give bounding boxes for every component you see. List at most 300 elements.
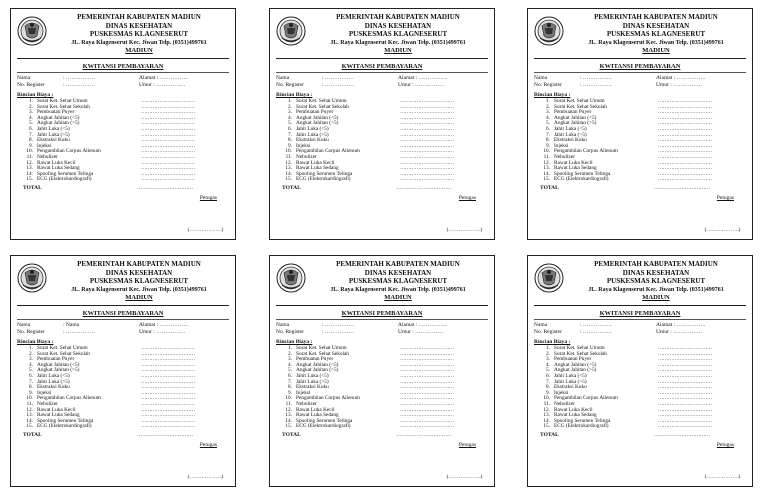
cost-item-amount: …………………………… xyxy=(141,131,195,138)
nama-value: : ……………. xyxy=(63,75,95,81)
nama-value: : ……………. xyxy=(322,75,354,81)
cost-item-amount: …………………………… xyxy=(400,423,454,430)
cost-item-name: Rawat Luka Sedang xyxy=(554,412,597,419)
petugas-label: Petugas xyxy=(458,442,476,448)
cost-item-number: 14. xyxy=(285,170,292,177)
receipt-card-5 xyxy=(269,255,495,487)
cost-item-amount: …………………………… xyxy=(658,137,712,144)
madiun-emblem-icon xyxy=(17,263,47,293)
cost-item-amount: …………………………… xyxy=(658,400,712,407)
cost-item-name: Jahit Luka (<5) xyxy=(296,372,329,379)
cost-item-number: 5. xyxy=(546,367,550,374)
cost-item-name: Spooling Serumen Telinga xyxy=(554,170,611,177)
rincian-label: Rincian Biaya : xyxy=(17,339,54,345)
cost-item-number: 15. xyxy=(285,423,292,430)
cost-item-amount: …………………………… xyxy=(400,389,454,396)
cost-item-name: Nebulizer xyxy=(37,153,58,160)
cost-item-name: Jahit Luka (>5) xyxy=(296,131,329,138)
register-label: No. Register xyxy=(17,82,45,88)
cost-item-name: Rawat Luka Sedang xyxy=(296,412,339,419)
umur-label: Umur : ……………. xyxy=(398,82,444,88)
cost-item-number: 4. xyxy=(29,361,33,368)
header-line-address: JL. Raya Klagenserut Kec. Jiwan Telp. (0351)499761 xyxy=(71,39,207,46)
signature-line: (……………….) xyxy=(446,227,482,233)
cost-item-amount: …………………………… xyxy=(658,109,712,116)
cost-item-amount: …………………………… xyxy=(141,367,195,374)
cost-item-number: 2. xyxy=(288,103,292,110)
cost-item-number: 5. xyxy=(288,120,292,127)
cost-item-name: Jahit Luka (>5) xyxy=(37,131,70,138)
signature-line: (……………….) xyxy=(446,474,482,480)
receipt-title: KWITANSI PEMBAYARAN xyxy=(599,310,681,317)
cost-item-amount: …………………………… xyxy=(141,378,195,385)
cost-items-list xyxy=(540,346,744,430)
cost-item-number: 10. xyxy=(26,148,33,155)
cost-item-number: 8. xyxy=(29,384,33,391)
cost-item-number: 10. xyxy=(543,148,550,155)
alamat-label: Alamat : ……………. xyxy=(139,75,189,81)
madiun-emblem-icon xyxy=(534,263,564,293)
cost-item-amount: …………………………… xyxy=(400,378,454,385)
header-line-department: DINAS KESEHATAN xyxy=(364,268,432,277)
cost-item-number: 10. xyxy=(285,395,292,402)
cost-item-amount: …………………………… xyxy=(658,417,712,424)
cost-item-name: Injeksi xyxy=(554,142,569,149)
total-value: …………………………… xyxy=(137,185,194,191)
cost-item-number: 15. xyxy=(26,176,33,183)
umur-label: Umur : ……………. xyxy=(398,329,444,335)
madiun-emblem-icon xyxy=(534,16,564,46)
title-divider xyxy=(534,319,746,320)
cost-item-name: Jahit Luka (<5) xyxy=(554,372,587,379)
cost-item-amount: …………………………… xyxy=(658,395,712,402)
cost-item-name: Jahit Luka (<5) xyxy=(37,125,70,132)
cost-item xyxy=(282,177,486,183)
cost-item-amount: …………………………… xyxy=(400,120,454,127)
cost-item-number: 4. xyxy=(546,114,550,121)
header-divider xyxy=(276,58,488,59)
cost-item-name: ECG (Elektrokardiografi) xyxy=(37,423,92,430)
register-label: No. Register xyxy=(534,82,562,88)
cost-item-amount: …………………………… xyxy=(141,384,195,391)
title-divider xyxy=(534,72,746,73)
cost-item-number: 8. xyxy=(29,137,33,144)
alamat-label: Alamat : ……………. xyxy=(656,322,706,328)
cost-item-number: 3. xyxy=(288,356,292,363)
cost-item-amount: …………………………… xyxy=(141,98,195,104)
cost-items-list xyxy=(23,99,227,183)
cost-item-number: 9. xyxy=(546,389,550,396)
cost-item-number: 3. xyxy=(546,109,550,116)
cost-item-name: Nebulizer xyxy=(296,400,317,407)
cost-item-number: 10. xyxy=(543,395,550,402)
cost-item-number: 2. xyxy=(29,350,33,357)
signature-line: (……………….) xyxy=(704,227,740,233)
cost-item-number: 14. xyxy=(285,417,292,424)
header-line-government: PEMERINTAH KABUPATEN MADIUN xyxy=(77,260,201,268)
cost-item-number: 14. xyxy=(543,417,550,424)
cost-item-amount: …………………………… xyxy=(658,361,712,368)
cost-item-amount: …………………………… xyxy=(400,384,454,391)
alamat-label: Alamat : ……………. xyxy=(139,322,189,328)
register-label: No. Register xyxy=(276,329,304,335)
register-value: : ……………. xyxy=(63,82,95,88)
cost-item-name: Pembuatan Puyer xyxy=(296,109,334,116)
cost-item xyxy=(540,424,744,430)
header-line-government: PEMERINTAH KABUPATEN MADIUN xyxy=(594,260,718,268)
cost-item-amount: …………………………… xyxy=(400,165,454,172)
cost-item xyxy=(282,424,486,430)
total-label: TOTAL xyxy=(282,432,301,438)
header-line-department: DINAS KESEHATAN xyxy=(622,21,690,30)
cost-item-amount: …………………………… xyxy=(141,148,195,155)
cost-item-amount: …………………………… xyxy=(400,400,454,407)
cost-item-number: 8. xyxy=(288,137,292,144)
receipt-title: KWITANSI PEMBAYARAN xyxy=(82,63,164,70)
cost-item-number: 5. xyxy=(288,367,292,374)
cost-item-amount: …………………………… xyxy=(400,148,454,155)
nama-value: : ……………. xyxy=(580,75,612,81)
cost-item-number: 4. xyxy=(29,114,33,121)
cost-item-number: 4. xyxy=(546,361,550,368)
total-label: TOTAL xyxy=(23,432,42,438)
cost-item-number: 2. xyxy=(546,350,550,357)
total-label: TOTAL xyxy=(540,185,559,191)
cost-item-amount: …………………………… xyxy=(400,98,454,104)
cost-item-name: Angkat Jahitan (<5) xyxy=(37,361,80,368)
cost-item-amount: …………………………… xyxy=(141,125,195,132)
cost-item-number: 8. xyxy=(546,384,550,391)
cost-item-amount: …………………………… xyxy=(400,350,454,357)
umur-label: Umur : ……………. xyxy=(139,82,185,88)
cost-item-number: 2. xyxy=(29,103,33,110)
cost-item-number: 1. xyxy=(29,345,33,351)
cost-item-amount: …………………………… xyxy=(658,153,712,160)
nama-value: : Nama xyxy=(63,322,80,328)
cost-item-name: Injeksi xyxy=(37,389,52,396)
cost-item-amount: …………………………… xyxy=(400,176,454,183)
cost-item-amount: …………………………… xyxy=(400,153,454,160)
cost-item-amount: …………………………… xyxy=(141,137,195,144)
cost-item-name: Injeksi xyxy=(554,389,569,396)
receipt-card-6 xyxy=(527,255,753,487)
cost-item-name: Angkat Jahitan (>5) xyxy=(296,120,339,127)
receipt-card-1 xyxy=(10,8,236,240)
cost-item-name: Nebulizer xyxy=(554,153,575,160)
cost-item-number: 12. xyxy=(543,406,550,413)
signature-line: (……………….) xyxy=(187,474,223,480)
cost-item-name: Pengambilan Corpus Alienum xyxy=(37,148,101,155)
cost-item-name: Rawat Luka Kecil xyxy=(296,406,335,413)
cost-item-name: Ekstraksi Kuku xyxy=(296,137,329,144)
cost-item-amount: …………………………… xyxy=(658,345,712,351)
cost-item-name: Nebulizer xyxy=(554,400,575,407)
cost-item-amount: …………………………… xyxy=(141,165,195,172)
receipt-header xyxy=(304,260,492,303)
cost-item-number: 12. xyxy=(285,159,292,166)
cost-item-number: 10. xyxy=(285,148,292,155)
cost-item-number: 4. xyxy=(288,361,292,368)
header-line-address: JL. Raya Klagenserut Kec. Jiwan Telp. (0351)499761 xyxy=(71,286,207,293)
cost-item-name: ECG (Elektrokardiografi) xyxy=(296,176,351,183)
petugas-label: Petugas xyxy=(199,195,217,201)
cost-items-list xyxy=(282,99,486,183)
cost-item-name: Injeksi xyxy=(37,142,52,149)
cost-item-number: 3. xyxy=(288,109,292,116)
cost-item-amount: …………………………… xyxy=(400,372,454,379)
cost-item-name: Pengambilan Corpus Alienum xyxy=(37,395,101,402)
cost-item-amount: …………………………… xyxy=(141,372,195,379)
cost-item-name: Angkat Jahitan (<5) xyxy=(554,114,597,121)
cost-item-number: 14. xyxy=(26,417,33,424)
cost-item-amount: …………………………… xyxy=(400,412,454,419)
header-line-puskesmas: PUSKESMAS KLAGNESERUT xyxy=(89,277,189,285)
receipt-header xyxy=(45,13,233,56)
cost-item-name: Surat Ket. Sehat Sekolah xyxy=(296,103,349,110)
cost-item-name: Angkat Jahitan (>5) xyxy=(37,120,80,127)
cost-items-list xyxy=(23,346,227,430)
receipt-card-3 xyxy=(527,8,753,240)
header-line-government: PEMERINTAH KABUPATEN MADIUN xyxy=(594,13,718,21)
cost-item-amount: …………………………… xyxy=(658,98,712,104)
cost-item xyxy=(23,177,227,183)
cost-item-name: Pengambilan Corpus Alienum xyxy=(554,148,618,155)
cost-item-amount: …………………………… xyxy=(658,148,712,155)
cost-item-amount: …………………………… xyxy=(400,417,454,424)
cost-item-name: Pengambilan Corpus Alienum xyxy=(296,148,360,155)
cost-item-number: 7. xyxy=(546,131,550,138)
cost-item-amount: …………………………… xyxy=(141,176,195,183)
cost-item-number: 3. xyxy=(29,109,33,116)
cost-item-amount: …………………………… xyxy=(658,114,712,121)
cost-item-amount: …………………………… xyxy=(141,423,195,430)
umur-label: Umur : ……………. xyxy=(139,329,185,335)
header-line-address: JL. Raya Klagenserut Kec. Jiwan Telp. (0351)499761 xyxy=(588,286,724,293)
cost-item-name: Pembuatan Puyer xyxy=(554,109,592,116)
cost-item-number: 13. xyxy=(26,165,33,172)
cost-item-name: Pembuatan Puyer xyxy=(554,356,592,363)
cost-item-number: 12. xyxy=(285,406,292,413)
cost-item-name: Jahit Luka (<5) xyxy=(296,125,329,132)
header-line-city: MADIUN xyxy=(642,47,670,54)
nama-label: Nama xyxy=(17,75,31,81)
register-label: No. Register xyxy=(534,329,562,335)
nama-label: Nama xyxy=(276,75,290,81)
header-divider xyxy=(17,58,229,59)
cost-item-amount: …………………………… xyxy=(141,406,195,413)
cost-item-number: 1. xyxy=(546,98,550,104)
cost-item-name: Ekstraksi Kuku xyxy=(554,384,587,391)
cost-item-number: 12. xyxy=(543,159,550,166)
patient-info xyxy=(17,75,229,89)
cost-item-name: Rawat Luka Sedang xyxy=(37,165,80,172)
cost-item-amount: …………………………… xyxy=(400,367,454,374)
cost-item-amount: …………………………… xyxy=(400,109,454,116)
cost-item-amount: …………………………… xyxy=(658,412,712,419)
petugas-label: Petugas xyxy=(716,195,734,201)
nama-label: Nama xyxy=(276,322,290,328)
patient-info xyxy=(534,322,746,336)
cost-item-amount: …………………………… xyxy=(141,109,195,116)
cost-items-list xyxy=(540,99,744,183)
cost-item-number: 1. xyxy=(546,345,550,351)
umur-label: Umur : ……………. xyxy=(656,82,702,88)
cost-item-amount: …………………………… xyxy=(658,142,712,149)
cost-item-number: 15. xyxy=(543,423,550,430)
cost-item-amount: …………………………… xyxy=(400,131,454,138)
alamat-label: Alamat : ……………. xyxy=(398,322,448,328)
receipt-header xyxy=(562,260,750,303)
register-label: No. Register xyxy=(276,82,304,88)
cost-item-name: Pembuatan Puyer xyxy=(296,356,334,363)
cost-item-number: 15. xyxy=(285,176,292,183)
madiun-emblem-icon xyxy=(276,16,306,46)
cost-item-name: Spooling Serumen Telinga xyxy=(37,417,94,424)
cost-item-amount: …………………………… xyxy=(141,400,195,407)
cost-item-name: Pengambilan Corpus Alienum xyxy=(554,395,618,402)
madiun-emblem-icon xyxy=(276,263,306,293)
cost-item-amount: …………………………… xyxy=(400,159,454,166)
cost-item-number: 1. xyxy=(29,98,33,104)
rincian-label: Rincian Biaya : xyxy=(276,339,313,345)
cost-item xyxy=(23,424,227,430)
cost-item-number: 11. xyxy=(26,400,33,407)
register-value: : ……………. xyxy=(322,329,354,335)
cost-item-number: 6. xyxy=(288,372,292,379)
cost-item-name: Surat Ket. Sehat Umum xyxy=(554,98,605,104)
header-line-puskesmas: PUSKESMAS KLAGNESERUT xyxy=(348,277,448,285)
total-label: TOTAL xyxy=(282,185,301,191)
total-value: …………………………… xyxy=(396,185,453,191)
cost-item-amount: …………………………… xyxy=(400,114,454,121)
register-value: : ……………. xyxy=(322,82,354,88)
cost-item-name: Rawat Luka Kecil xyxy=(37,159,76,166)
cost-item-name: Rawat Luka Kecil xyxy=(554,406,593,413)
cost-item-name: Angkat Jahitan (<5) xyxy=(296,114,339,121)
cost-item-number: 11. xyxy=(285,153,292,160)
rincian-label: Rincian Biaya : xyxy=(534,339,571,345)
receipt-header xyxy=(304,13,492,56)
cost-item-amount: …………………………… xyxy=(141,361,195,368)
header-line-city: MADIUN xyxy=(384,47,412,54)
cost-item-amount: …………………………… xyxy=(400,345,454,351)
header-line-department: DINAS KESEHATAN xyxy=(105,21,173,30)
cost-item-number: 5. xyxy=(29,367,33,374)
cost-item-amount: …………………………… xyxy=(658,378,712,385)
cost-item-amount: …………………………… xyxy=(400,103,454,110)
total-label: TOTAL xyxy=(23,185,42,191)
register-label: No. Register xyxy=(17,329,45,335)
cost-item-amount: …………………………… xyxy=(141,417,195,424)
header-line-department: DINAS KESEHATAN xyxy=(105,268,173,277)
rincian-label: Rincian Biaya : xyxy=(276,92,313,98)
cost-item-name: Surat Ket. Sehat Umum xyxy=(37,98,88,104)
cost-item-name: Injeksi xyxy=(296,142,311,149)
cost-item-number: 11. xyxy=(285,400,292,407)
header-line-government: PEMERINTAH KABUPATEN MADIUN xyxy=(336,13,460,21)
cost-item-number: 10. xyxy=(26,395,33,402)
cost-item-amount: …………………………… xyxy=(658,120,712,127)
header-line-department: DINAS KESEHATAN xyxy=(364,21,432,30)
cost-item-name: Rawat Luka Sedang xyxy=(37,412,80,419)
cost-item-number: 12. xyxy=(26,406,33,413)
cost-item-amount: …………………………… xyxy=(141,103,195,110)
cost-item-amount: …………………………… xyxy=(658,125,712,132)
cost-item-number: 1. xyxy=(288,345,292,351)
cost-item-number: 12. xyxy=(26,159,33,166)
cost-item-number: 9. xyxy=(546,142,550,149)
cost-item-number: 7. xyxy=(288,378,292,385)
register-value: : ……………. xyxy=(580,82,612,88)
cost-item-name: Angkat Jahitan (>5) xyxy=(554,367,597,374)
cost-item-name: Surat Ket. Sehat Umum xyxy=(296,345,347,351)
cost-item-name: Angkat Jahitan (<5) xyxy=(37,114,80,121)
cost-item-number: 7. xyxy=(29,378,33,385)
cost-items-list xyxy=(282,346,486,430)
header-divider xyxy=(534,58,746,59)
cost-item-amount: …………………………… xyxy=(141,395,195,402)
cost-item-name: Angkat Jahitan (>5) xyxy=(37,367,80,374)
signature-line: (……………….) xyxy=(187,227,223,233)
cost-item-amount: …………………………… xyxy=(658,159,712,166)
cost-item-amount: …………………………… xyxy=(141,120,195,127)
cost-item-name: Ekstraksi Kuku xyxy=(37,384,70,391)
patient-info xyxy=(534,75,746,89)
patient-info xyxy=(17,322,229,336)
header-line-department: DINAS KESEHATAN xyxy=(622,268,690,277)
total-value: …………………………… xyxy=(654,185,711,191)
cost-item-name: Jahit Luka (>5) xyxy=(296,378,329,385)
cost-item-number: 1. xyxy=(288,98,292,104)
cost-item-name: Rawat Luka Kecil xyxy=(37,406,76,413)
cost-item-name: Angkat Jahitan (<5) xyxy=(554,361,597,368)
header-line-address: JL. Raya Klagenserut Kec. Jiwan Telp. (0351)499761 xyxy=(330,39,466,46)
cost-item-amount: …………………………… xyxy=(141,389,195,396)
header-line-address: JL. Raya Klagenserut Kec. Jiwan Telp. (0351)499761 xyxy=(330,286,466,293)
header-line-government: PEMERINTAH KABUPATEN MADIUN xyxy=(336,260,460,268)
cost-item-name: Nebulizer xyxy=(37,400,58,407)
title-divider xyxy=(17,319,229,320)
cost-item-number: 11. xyxy=(543,400,550,407)
nama-value: : ……………. xyxy=(322,322,354,328)
nama-label: Nama xyxy=(534,75,548,81)
cost-item-name: Surat Ket. Sehat Sekolah xyxy=(554,103,607,110)
cost-item-name: Rawat Luka Kecil xyxy=(554,159,593,166)
cost-item-number: 11. xyxy=(26,153,33,160)
total-value: …………………………… xyxy=(654,432,711,438)
header-line-puskesmas: PUSKESMAS KLAGNESERUT xyxy=(348,30,448,38)
patient-info xyxy=(276,75,488,89)
cost-item-amount: …………………………… xyxy=(400,125,454,132)
cost-item-name: Angkat Jahitan (>5) xyxy=(296,367,339,374)
cost-item-amount: …………………………… xyxy=(658,423,712,430)
umur-label: Umur : ……………. xyxy=(656,329,702,335)
rincian-label: Rincian Biaya : xyxy=(534,92,571,98)
total-label: TOTAL xyxy=(540,432,559,438)
cost-item-name: ECG (Elektrokardiografi) xyxy=(37,176,92,183)
cost-item-name: Ekstraksi Kuku xyxy=(296,384,329,391)
cost-item-amount: …………………………… xyxy=(658,384,712,391)
cost-item-number: 2. xyxy=(288,350,292,357)
cost-item-amount: …………………………… xyxy=(658,372,712,379)
cost-item-amount: …………………………… xyxy=(658,103,712,110)
cost-item-amount: …………………………… xyxy=(658,165,712,172)
cost-item-amount: …………………………… xyxy=(400,142,454,149)
cost-item-number: 9. xyxy=(288,142,292,149)
header-line-city: MADIUN xyxy=(125,47,153,54)
cost-item-number: 6. xyxy=(29,372,33,379)
header-line-puskesmas: PUSKESMAS KLAGNESERUT xyxy=(89,30,189,38)
